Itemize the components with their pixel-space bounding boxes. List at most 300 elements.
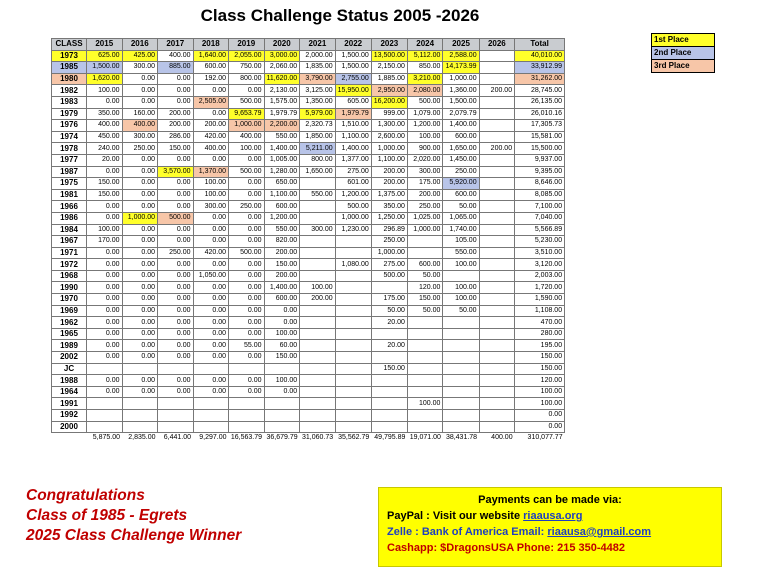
- legend-first-place: 1st Place: [652, 34, 715, 47]
- amount-cell: 16,200.00: [371, 96, 407, 108]
- amount-cell: 0.00: [122, 259, 158, 271]
- amount-cell: 192.00: [193, 73, 229, 85]
- class-cell: 1972: [52, 259, 87, 271]
- amount-cell: 400.00: [158, 50, 194, 62]
- amount-cell: [122, 363, 158, 375]
- table-row: [52, 363, 565, 375]
- amount-cell: 1,375.00: [371, 189, 407, 201]
- amount-cell: 50.00: [407, 305, 443, 317]
- amount-cell: 200.00: [300, 294, 336, 306]
- amount-cell: 2,950.00: [371, 85, 407, 97]
- amount-cell: 0.00: [122, 178, 158, 190]
- amount-cell: 0.00: [122, 154, 158, 166]
- place-legend: [651, 33, 715, 73]
- amount-cell: [335, 282, 371, 294]
- amount-cell: [479, 247, 515, 259]
- amount-cell: [479, 305, 515, 317]
- amount-cell: 2,060.00: [264, 62, 300, 74]
- paypal-line: [387, 510, 721, 522]
- amount-cell: [479, 96, 515, 108]
- amount-cell: [300, 212, 336, 224]
- amount-cell: 5,566.89: [515, 224, 565, 236]
- amount-cell: [479, 50, 515, 62]
- class-cell: 1982: [52, 85, 87, 97]
- total-cell: 310,077.77: [527, 434, 563, 442]
- amount-cell: 2,000.00: [300, 50, 336, 62]
- amount-cell: 2,320.73: [300, 120, 336, 132]
- amount-cell: 1,200.00: [335, 189, 371, 201]
- amount-cell: 28,745.00: [515, 85, 565, 97]
- amount-cell: [335, 236, 371, 248]
- amount-cell: [335, 294, 371, 306]
- table-row: [52, 189, 565, 201]
- email-link[interactable]: riaausa@gmail.com: [547, 526, 652, 538]
- amount-cell: 0.00: [158, 73, 194, 85]
- amount-cell: 0.00: [158, 340, 194, 352]
- amount-cell: 0.00: [122, 166, 158, 178]
- amount-cell: 1,450.00: [443, 154, 479, 166]
- class-cell: 1965: [52, 328, 87, 340]
- class-cell: 2000: [52, 421, 87, 433]
- table-row: [52, 282, 565, 294]
- amount-cell: 150.00: [158, 143, 194, 155]
- amount-cell: 0.00: [229, 294, 265, 306]
- amount-cell: 0.00: [87, 282, 123, 294]
- amount-cell: 1,000.00: [371, 247, 407, 259]
- amount-cell: [122, 398, 158, 410]
- amount-cell: [443, 352, 479, 364]
- amount-cell: [479, 282, 515, 294]
- amount-cell: 300.00: [122, 62, 158, 74]
- amount-cell: 5,230.00: [515, 236, 565, 248]
- amount-cell: [479, 236, 515, 248]
- amount-cell: [300, 352, 336, 364]
- amount-cell: 999.00: [371, 108, 407, 120]
- amount-cell: 750.00: [229, 62, 265, 74]
- amount-cell: [158, 363, 194, 375]
- totals-row: [52, 433, 565, 444]
- total-cell: 31,060.73: [301, 434, 334, 442]
- amount-cell: 0.00: [193, 282, 229, 294]
- amount-cell: [479, 386, 515, 398]
- amount-cell: 100.00: [407, 398, 443, 410]
- congrats-line-1: Congratulations: [26, 487, 145, 504]
- amount-cell: [87, 363, 123, 375]
- table-row: [52, 143, 565, 155]
- amount-cell: 400.00: [193, 143, 229, 155]
- amount-cell: 885.00: [158, 62, 194, 74]
- payment-title: Payments can be made via:: [478, 494, 622, 506]
- amount-cell: [479, 120, 515, 132]
- amount-cell: [300, 259, 336, 271]
- amount-cell: 0.00: [158, 224, 194, 236]
- amount-cell: [300, 398, 336, 410]
- amount-cell: 0.00: [87, 317, 123, 329]
- amount-cell: 550.00: [264, 131, 300, 143]
- table-row: [52, 62, 565, 74]
- table-row: [52, 270, 565, 282]
- amount-cell: [479, 410, 515, 422]
- total-cell: 36,679.79: [266, 434, 298, 442]
- table-row: [52, 236, 565, 248]
- amount-cell: 0.00: [193, 108, 229, 120]
- table-row: [52, 131, 565, 143]
- class-cell: 1988: [52, 375, 87, 387]
- amount-cell: 20.00: [87, 154, 123, 166]
- amount-cell: [122, 410, 158, 422]
- amount-cell: 3,120.00: [515, 259, 565, 271]
- class-cell: 1969: [52, 305, 87, 317]
- amount-cell: 0.00: [87, 247, 123, 259]
- amount-cell: 2,600.00: [371, 131, 407, 143]
- amount-cell: 9,937.00: [515, 154, 565, 166]
- class-cell: JC: [52, 363, 87, 375]
- amount-cell: [335, 270, 371, 282]
- class-cell: 1971: [52, 247, 87, 259]
- amount-cell: [371, 386, 407, 398]
- amount-cell: 9,395.00: [515, 166, 565, 178]
- amount-cell: [479, 375, 515, 387]
- cashapp-line: Cashapp: $DragonsUSA Phone: 215 350-4482: [387, 542, 626, 554]
- amount-cell: [407, 410, 443, 422]
- amount-cell: 600.00: [443, 189, 479, 201]
- class-cell: 1977: [52, 154, 87, 166]
- amount-cell: 1,400.00: [264, 282, 300, 294]
- amount-cell: [158, 421, 194, 433]
- amount-cell: 0.00: [122, 305, 158, 317]
- amount-cell: 0.00: [122, 270, 158, 282]
- amount-cell: [371, 410, 407, 422]
- amount-cell: 600.00: [264, 294, 300, 306]
- table-row: [52, 178, 565, 190]
- amount-cell: 175.00: [407, 178, 443, 190]
- amount-cell: [443, 421, 479, 433]
- amount-cell: 160.00: [122, 108, 158, 120]
- amount-cell: 0.00: [158, 282, 194, 294]
- amount-cell: 500.00: [229, 166, 265, 178]
- class-cell: 1986: [52, 212, 87, 224]
- amount-cell: 20.00: [371, 340, 407, 352]
- table-header-row: [52, 39, 565, 51]
- amount-cell: 0.00: [229, 305, 265, 317]
- column-header: 2015: [87, 39, 123, 51]
- amount-cell: [407, 236, 443, 248]
- amount-cell: 1,065.00: [443, 212, 479, 224]
- amount-cell: 0.00: [158, 270, 194, 282]
- amount-cell: [407, 386, 443, 398]
- paypal-label: PayPal : Visit our website: [387, 510, 524, 522]
- table-row: [52, 50, 565, 62]
- amount-cell: 0.00: [193, 236, 229, 248]
- amount-cell: 0.00: [122, 224, 158, 236]
- amount-cell: 1,620.00: [87, 73, 123, 85]
- amount-cell: 200.00: [479, 85, 515, 97]
- amount-cell: [479, 154, 515, 166]
- amount-cell: [479, 398, 515, 410]
- amount-cell: 0.00: [229, 386, 265, 398]
- amount-cell: [300, 305, 336, 317]
- amount-cell: 0.00: [87, 305, 123, 317]
- amount-cell: 100.00: [87, 224, 123, 236]
- amount-cell: 195.00: [515, 340, 565, 352]
- table-row: [52, 328, 565, 340]
- amount-cell: 55.00: [229, 340, 265, 352]
- class-cell: 1984: [52, 224, 87, 236]
- amount-cell: 100.00: [407, 131, 443, 143]
- amount-cell: 0.00: [158, 189, 194, 201]
- table-row: [52, 85, 565, 97]
- amount-cell: 3,570.00: [158, 166, 194, 178]
- amount-cell: [335, 398, 371, 410]
- class-cell: 1987: [52, 166, 87, 178]
- column-header: 2020: [264, 39, 300, 51]
- amount-cell: [479, 73, 515, 85]
- amount-cell: 0.00: [515, 421, 565, 433]
- amount-cell: 0.00: [87, 270, 123, 282]
- amount-cell: 0.00: [229, 270, 265, 282]
- amount-cell: 0.00: [122, 247, 158, 259]
- amount-cell: [122, 421, 158, 433]
- amount-cell: 1,000.00: [229, 120, 265, 132]
- amount-cell: 250.00: [407, 201, 443, 213]
- amount-cell: [479, 178, 515, 190]
- amount-cell: 1,400.00: [264, 143, 300, 155]
- amount-cell: [443, 328, 479, 340]
- amount-cell: [335, 328, 371, 340]
- amount-cell: 450.00: [87, 131, 123, 143]
- table-row: [52, 340, 565, 352]
- amount-cell: 100.00: [443, 294, 479, 306]
- amount-cell: 1,500.00: [335, 62, 371, 74]
- amount-cell: 1,979.79: [264, 108, 300, 120]
- amount-cell: 15,581.00: [515, 131, 565, 143]
- amount-cell: 250.00: [229, 201, 265, 213]
- amount-cell: 601.00: [335, 178, 371, 190]
- amount-cell: 0.00: [122, 340, 158, 352]
- table-row: [52, 73, 565, 85]
- amount-cell: [193, 398, 229, 410]
- amount-cell: 550.00: [264, 224, 300, 236]
- amount-cell: 150.00: [264, 352, 300, 364]
- amount-cell: 1,400.00: [443, 120, 479, 132]
- amount-cell: 100.00: [87, 85, 123, 97]
- amount-cell: 1,500.00: [443, 96, 479, 108]
- amount-cell: 850.00: [407, 62, 443, 74]
- amount-cell: [229, 363, 265, 375]
- amount-cell: [264, 421, 300, 433]
- amount-cell: [335, 340, 371, 352]
- column-header: 2017: [158, 39, 194, 51]
- amount-cell: 1,979.79: [335, 108, 371, 120]
- amount-cell: 5,211.00: [300, 143, 336, 155]
- column-header: 2024: [407, 39, 443, 51]
- amount-cell: 100.00: [193, 189, 229, 201]
- amount-cell: [335, 352, 371, 364]
- amount-cell: 200.00: [158, 120, 194, 132]
- amount-cell: [479, 131, 515, 143]
- class-cell: 1985: [52, 62, 87, 74]
- amount-cell: 1,885.00: [371, 73, 407, 85]
- amount-cell: 150.00: [87, 178, 123, 190]
- amount-cell: [371, 328, 407, 340]
- amount-cell: 100.00: [515, 398, 565, 410]
- amount-cell: [407, 421, 443, 433]
- amount-cell: 170.00: [87, 236, 123, 248]
- website-link[interactable]: riaausa.org: [523, 510, 583, 522]
- amount-cell: [335, 305, 371, 317]
- amount-cell: 1,370.00: [193, 166, 229, 178]
- amount-cell: [443, 317, 479, 329]
- amount-cell: 0.00: [264, 317, 300, 329]
- amount-cell: 200.00: [371, 166, 407, 178]
- table-row: [52, 120, 565, 132]
- table-row: [52, 398, 565, 410]
- amount-cell: 50.00: [371, 305, 407, 317]
- amount-cell: 0.00: [158, 328, 194, 340]
- column-header: 2018: [193, 39, 229, 51]
- amount-cell: 100.00: [264, 328, 300, 340]
- amount-cell: 0.00: [193, 352, 229, 364]
- amount-cell: [264, 363, 300, 375]
- amount-cell: 0.00: [158, 294, 194, 306]
- class-cell: 1990: [52, 282, 87, 294]
- amount-cell: 0.00: [87, 294, 123, 306]
- congrats-line-2: Class of 1985 - Egrets: [26, 507, 188, 524]
- class-cell: 1992: [52, 410, 87, 422]
- amount-cell: 150.00: [87, 189, 123, 201]
- amount-cell: 425.00: [122, 50, 158, 62]
- amount-cell: 8,646.00: [515, 178, 565, 190]
- amount-cell: 500.00: [407, 96, 443, 108]
- amount-cell: 800.00: [300, 154, 336, 166]
- amount-cell: 100.00: [193, 178, 229, 190]
- amount-cell: 0.00: [193, 259, 229, 271]
- amount-cell: 0.00: [122, 352, 158, 364]
- amount-cell: 0.00: [193, 386, 229, 398]
- amount-cell: [264, 398, 300, 410]
- amount-cell: 0.00: [158, 201, 194, 213]
- amount-cell: [443, 375, 479, 387]
- amount-cell: 1,350.00: [300, 96, 336, 108]
- amount-cell: 50.00: [443, 201, 479, 213]
- amount-cell: 240.00: [87, 143, 123, 155]
- amount-cell: 3,790.00: [300, 73, 336, 85]
- amount-cell: 500.00: [229, 247, 265, 259]
- table-row: [52, 247, 565, 259]
- amount-cell: 0.00: [193, 85, 229, 97]
- table-row: [52, 294, 565, 306]
- amount-cell: [479, 363, 515, 375]
- amount-cell: 0.00: [87, 212, 123, 224]
- amount-cell: [87, 410, 123, 422]
- class-cell: 1980: [52, 73, 87, 85]
- amount-cell: [443, 270, 479, 282]
- amount-cell: 33,912.99: [515, 62, 565, 74]
- amount-cell: [335, 386, 371, 398]
- amount-cell: 1,300.00: [371, 120, 407, 132]
- amount-cell: 200.00: [407, 189, 443, 201]
- amount-cell: 1,360.00: [443, 85, 479, 97]
- amount-cell: 300.00: [300, 224, 336, 236]
- amount-cell: 275.00: [371, 259, 407, 271]
- table-row: [52, 352, 565, 364]
- amount-cell: 2,055.00: [229, 50, 265, 62]
- amount-cell: 1,575.00: [264, 96, 300, 108]
- amount-cell: 2,080.00: [407, 85, 443, 97]
- amount-cell: 250.00: [158, 247, 194, 259]
- table-row: [52, 386, 565, 398]
- amount-cell: 250.00: [122, 143, 158, 155]
- amount-cell: [335, 410, 371, 422]
- amount-cell: 0.00: [193, 317, 229, 329]
- amount-cell: [479, 166, 515, 178]
- amount-cell: 2,130.00: [264, 85, 300, 97]
- amount-cell: 150.00: [371, 363, 407, 375]
- amount-cell: 200.00: [264, 270, 300, 282]
- amount-cell: 400.00: [122, 120, 158, 132]
- amount-cell: 280.00: [515, 328, 565, 340]
- amount-cell: [443, 410, 479, 422]
- amount-cell: 420.00: [193, 131, 229, 143]
- class-cell: 1978: [52, 143, 87, 155]
- amount-cell: [264, 410, 300, 422]
- class-cell: 1991: [52, 398, 87, 410]
- table-row: [52, 96, 565, 108]
- amount-cell: 0.00: [193, 212, 229, 224]
- table-row: [52, 421, 565, 433]
- amount-cell: 0.00: [122, 375, 158, 387]
- amount-cell: 625.00: [87, 50, 123, 62]
- amount-cell: [407, 328, 443, 340]
- amount-cell: [479, 201, 515, 213]
- total-cell: 6,441.00: [163, 434, 191, 442]
- class-cell: 1989: [52, 340, 87, 352]
- amount-cell: 500.00: [158, 212, 194, 224]
- amount-cell: 200.00: [193, 120, 229, 132]
- amount-cell: 0.00: [158, 154, 194, 166]
- amount-cell: 550.00: [443, 247, 479, 259]
- amount-cell: 5,920.00: [443, 178, 479, 190]
- amount-cell: 1,000.00: [335, 212, 371, 224]
- class-cell: 1973: [52, 50, 87, 62]
- total-cell: 400.00: [491, 434, 513, 442]
- amount-cell: 0.00: [87, 201, 123, 213]
- amount-cell: 0.00: [122, 201, 158, 213]
- amount-cell: [407, 352, 443, 364]
- amount-cell: [479, 108, 515, 120]
- amount-cell: [479, 62, 515, 74]
- amount-cell: [335, 375, 371, 387]
- amount-cell: 0.00: [158, 317, 194, 329]
- amount-cell: 1,510.00: [335, 120, 371, 132]
- amount-cell: 0.00: [158, 96, 194, 108]
- amount-cell: 3,510.00: [515, 247, 565, 259]
- amount-cell: 0.00: [229, 224, 265, 236]
- amount-cell: 300.00: [122, 131, 158, 143]
- payment-info-box: [378, 487, 722, 567]
- amount-cell: 2,200.00: [264, 120, 300, 132]
- amount-cell: 13,500.00: [371, 50, 407, 62]
- amount-cell: 0.00: [264, 386, 300, 398]
- amount-cell: 0.00: [193, 305, 229, 317]
- amount-cell: 0.00: [122, 317, 158, 329]
- amount-cell: 0.00: [229, 236, 265, 248]
- amount-cell: 200.00: [158, 108, 194, 120]
- amount-cell: 3,125.00: [300, 85, 336, 97]
- amount-cell: 50.00: [407, 270, 443, 282]
- amount-cell: [407, 317, 443, 329]
- amount-cell: 100.00: [229, 143, 265, 155]
